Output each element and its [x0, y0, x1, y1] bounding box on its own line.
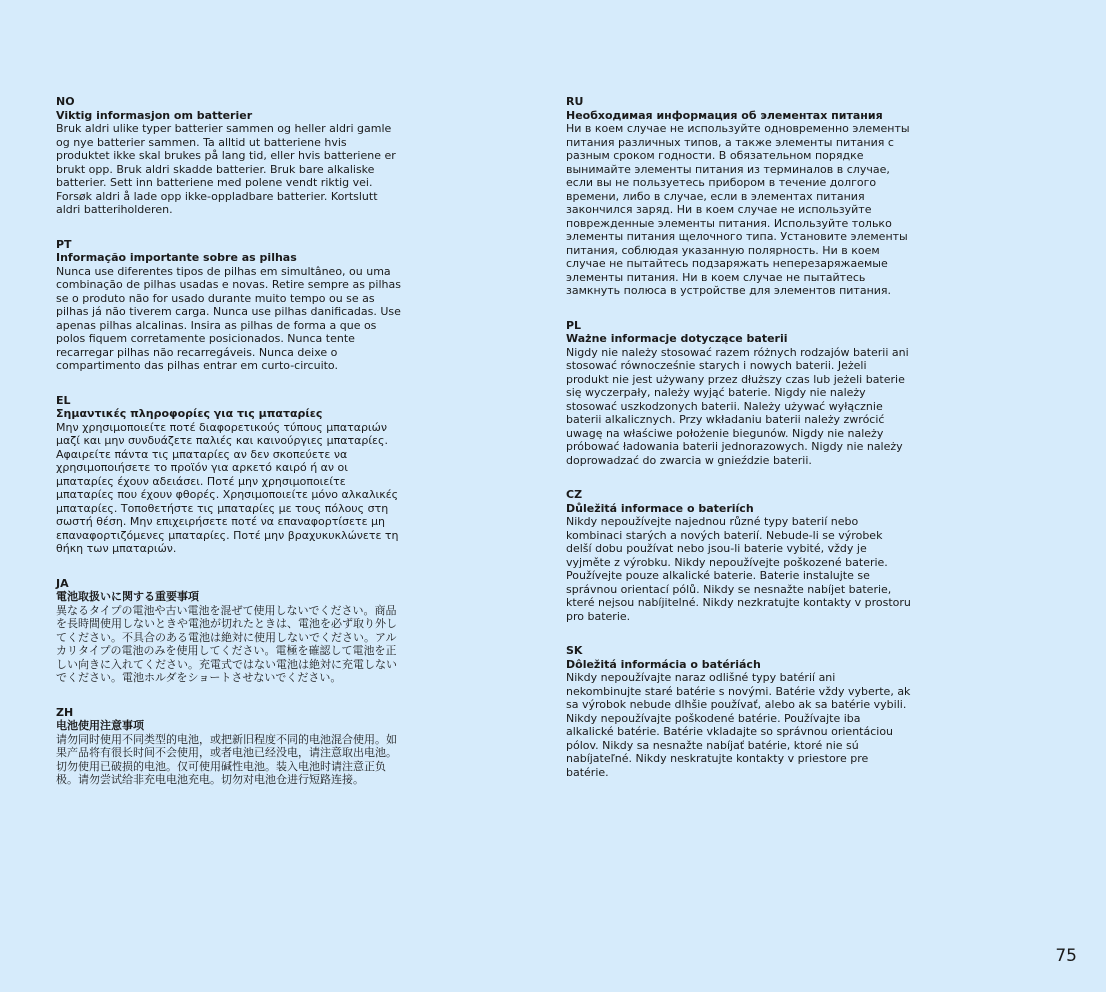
language-code: PL — [566, 318, 582, 332]
language-code: PT — [56, 237, 72, 251]
section-body: 请勿同时使用不同类型的电池，或把新旧程度不同的电池混合使用。如果产品将有很长时间不会使用，或者电池已经没电，请注意取出电池。切勿使用已破损的电池。仅可使用碱性电池。装入电池时请注意正负极。请勿尝试给非充电电池充电。切勿对电池仓进行短路连接。 — [56, 732, 397, 786]
section-pl — [566, 319, 911, 468]
section-no — [56, 95, 401, 217]
section-body: Μην χρησιμοποιείτε ποτέ διαφορετικούς τύπους μπαταριών μαζί και μην συνδυάζετε παλιές και καινούργιες μπαταρίες. Αφαιρείτε πάντα τις μπαταρίες αν δεν σκοπεύετε να χρησιμοποιήσετε το προϊόν για αρκετό καιρό ή αν οι μπαταρίες έχουν αδειάσει. Ποτέ μην χρησιμοποιείτε μπαταρίες που έχουν φθορές. Χρησιμοποιείτε μόνο αλκαλικές μπαταρίες. Τοποθετήστε τις μπαταρίες με τους πόλους στη σωστή θέση. Μην επιχειρήσετε ποτέ να επαναφορτίσετε μη επαναφορτιζόμενες μπαταρίες. Ποτέ μην βραχυκυκλώνετε τη θήκη των μπαταριών. — [56, 420, 399, 555]
section-zh — [56, 706, 401, 787]
section-heading: Σημαντικές πληροφορίες για τις μπαταρίες — [56, 407, 323, 420]
section-body: Nunca use diferentes tipos de pilhas em simultâneo, ou uma combinação de pilhas usadas e novas. Retire sempre as pilhas se o produto não for usado durante muito tempo ou se as pilhas já não tiverem carga. Nunca use pilhas danificadas. Use apenas pilhas alcalinas. Insira as pilhas de forma a que os polos fiquem corretamente posicionados. Nunca tente recarregar pilhas não recarregáveis. Nunca deixe o compartimento das pilhas entrar em curto-circuito. — [56, 264, 401, 372]
language-code: ZH — [56, 705, 74, 719]
section-ru — [566, 95, 911, 298]
language-code: RU — [566, 95, 584, 108]
section-heading: Viktig informasjon om batterier — [56, 108, 253, 122]
section-heading: Необходимая информация об элементах питания — [566, 108, 883, 122]
section-ja — [56, 577, 401, 685]
section-cz — [566, 488, 911, 623]
section-heading: 電池取扱いに関する重要事項 — [56, 590, 199, 603]
section-body: Bruk aldri ulike typer batterier sammen og heller aldri gamle og nye batterier sammen. Ta alltid ut batteriene hvis produktet ikke skal brukes på lang tid, eller hvis batteriene er brukt opp. Bruk aldri skadde batterier. Bruk bare alkaliske batterier. Sett inn batteriene med polene vendt riktig vei. Forsøk aldri å lade opp ikke-oppladbare batterier. Kortslutt aldri batteriholderen. — [56, 122, 396, 216]
section-heading: Dôležitá informácia o batériách — [566, 657, 761, 671]
section-body: Nikdy nepoužívajte naraz odlišné typy batérií ani nekombinujte staré batérie s novými. Batérie vždy vyberte, ak sa výrobok nebude dlhšie používať, alebo ak sa batérie vybili. Nikdy nepoužívajte poškodené batérie. Používajte iba alkalické batérie. Batérie vkladajte so správnou orientáciou pólov. Nikdy sa nesnažte nabíjať batérie, ktoré nie sú nabíjateľné. Nikdy neskratujte kontakty v priestore pre batérie. — [566, 671, 911, 779]
section-pt — [56, 238, 401, 373]
section-el — [56, 394, 401, 556]
section-heading: Důležitá informace o bateriích — [566, 501, 754, 515]
language-code: EL — [56, 393, 71, 407]
language-code: JA — [56, 576, 69, 590]
page-number: 75 — [1055, 946, 1077, 966]
language-code: CZ — [566, 488, 583, 501]
section-body: Nikdy nepoužívejte najednou různé typy baterií nebo kombinaci starých a nových baterií. Nebude-li se výrobek delší dobu používat nebo jsou-li baterie vybité, vždy je vyjměte z výrobku. Nikdy nepoužívejte poškozené baterie. Používejte pouze alkalické baterie. Baterie instalujte se správnou orientací pólů. Nikdy se nesnažte nabíjet baterie, které nejsou nabíjitelné. Nikdy nezkratujte kontakty v prostoru pro baterie. — [566, 515, 911, 623]
language-code: NO — [56, 95, 75, 108]
right-column — [566, 95, 911, 800]
section-heading: 电池使用注意事项 — [56, 719, 144, 732]
section-sk — [566, 644, 911, 779]
left-column — [56, 95, 401, 808]
section-body: Ни в коем случае не используйте одновременно элементы питания различных типов, а также элементы питания с разным сроком годности. В обязательном порядке вынимайте элементы питания из терминалов в случае, если вы не пользуетесь прибором в течение долгого времени, либо в случае, если в элементах питания закончился заряд. Ни в коем случае не используйте поврежденные элементы питания. Используйте только элементы питания щелочного типа. Установите элементы питания, соблюдая указанную полярность. Ни в коем случае не пытайтесь подзаряжать неперезаряжаемые элементы питания. Ни в коем случае не пытайтесь замкнуть полюса в устройстве для элементов питания. — [566, 122, 910, 297]
section-body: Nigdy nie należy stosować razem różnych rodzajów baterii ani stosować równocześnie starych i nowych baterii. Jeżeli produkt nie jest używany przez dłuższy czas lub jeżeli baterie się wyczerpały, należy wyjąć baterie. Nigdy nie należy stosować uszkodzonych baterii. Należy używać wyłącznie baterii alkalicznych. Przy wkładaniu baterii należy zwrócić uwagę na właściwe położenie biegunów. Nigdy nie należy próbować ładowania baterii jednorazowych. Nigdy nie należy doprowadzać do zwarcia w gnieździe baterii. — [566, 345, 909, 467]
section-heading: Informação importante sobre as pilhas — [56, 251, 297, 264]
language-code: SK — [566, 644, 583, 657]
section-heading: Ważne informacje dotyczące baterii — [566, 332, 788, 345]
section-body: 異なるタイプの電池や古い電池を混ぜて使用しないでください。商品を長時間使用しないときや電池が切れたときは、電池を必ず取り外してください。不具合のある電池は絶対に使用しないでください。アルカリタイプの電池のみを使用してください。電極を確認して電池を正しい向きに入れてください。充電式ではない電池は絶対に充電しないでください。電池ホルダをショートさせないでください。 — [56, 603, 397, 684]
